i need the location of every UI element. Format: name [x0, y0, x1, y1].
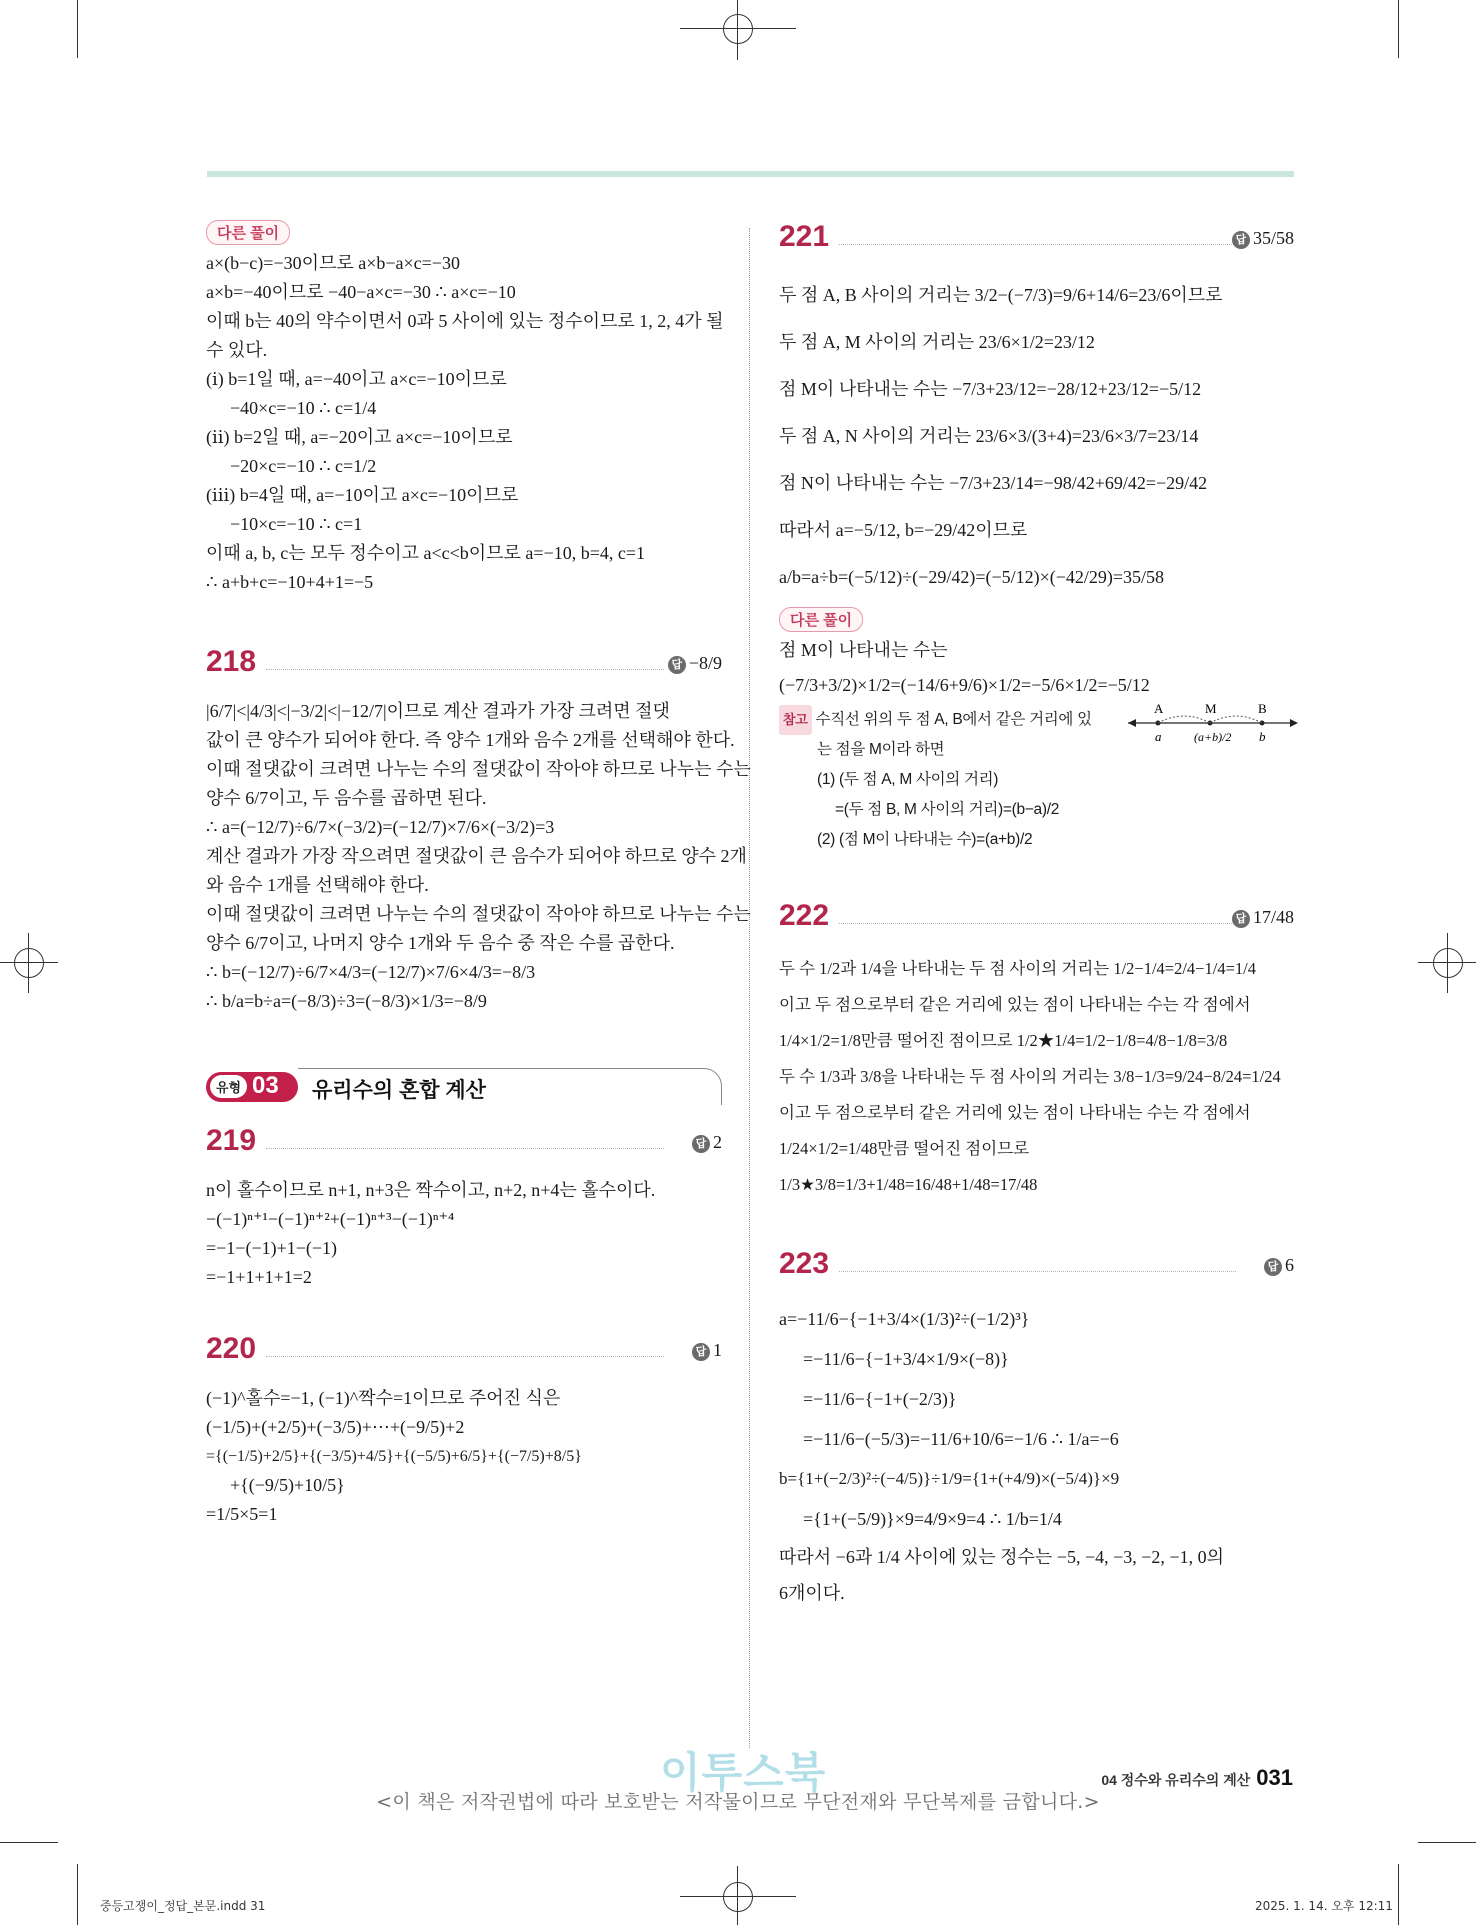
solution-line: 이때 절댓값이 크려면 나누는 수의 절댓값이 작아야 하므로 나누는 수는: [206, 759, 751, 779]
solution-line: 값이 큰 양수가 되어야 한다. 즉 양수 1개와 음수 2개를 선택해야 한다.: [206, 730, 735, 750]
solution-line: 이때 b는 40의 약수이면서 0과 5 사이에 있는 정수이므로 1, 2, 4가 될: [206, 311, 724, 331]
registration-circle: [1433, 948, 1463, 978]
problem-number: 222: [779, 899, 830, 932]
solution-line: (−1)^홀수=−1, (−1)^짝수=1이므로 주어진 식은: [206, 1388, 561, 1408]
solution-line: −10×c=−10 ∴ c=1: [230, 514, 363, 534]
solution-line: ∴ a+b+c=−10+4+1=−5: [206, 572, 374, 592]
solution-line: ={1+(−5/9)}×9=4/9×9=4 ∴ 1/b=1/4: [803, 1509, 1062, 1529]
solution-line: 점 N이 나타내는 수는 −7/3+23/14=−98/42+69/42=−29/42: [779, 473, 1208, 493]
solution-line: 1/3★3/8=1/3+1/48=16/48+1/48=17/48: [779, 1175, 1038, 1194]
solution-line: +{(−9/5)+10/5}: [230, 1475, 345, 1495]
solution-219: [206, 1176, 722, 1292]
solution-line: 양수 6/7이고, 나머지 양수 1개와 두 음수 중 작은 수를 곱한다.: [206, 933, 675, 953]
solution-220: [206, 1384, 722, 1529]
problem-number: 218: [206, 645, 257, 678]
solution-line: ={(−1/5)+2/5}+{(−3/5)+4/5}+{(−5/5)+6/5}+{(−7/5)+8/5}: [206, 1448, 582, 1465]
solution-line: =−11/6−{−1+(−2/3)}: [803, 1389, 957, 1409]
solution-line: (−1/5)+(+2/5)+(−3/5)+⋯+(−9/5)+2: [206, 1417, 465, 1437]
label-M: M: [1205, 701, 1217, 716]
registration-circle: [14, 948, 44, 978]
problem-header-220: [206, 1332, 722, 1376]
solution-line: ∴ b/a=b÷a=(−8/3)÷3=(−8/3)×1/3=−8/9: [206, 991, 487, 1011]
date-slug: 2025. 1. 14. 오후 12:11: [1255, 1899, 1393, 1913]
dotted-leader: [266, 669, 664, 670]
other-solution-221: [779, 636, 1294, 705]
answer: [1232, 228, 1294, 249]
note-line: 수직선 위의 두 점 A, B에서 같은 거리에 있: [815, 711, 1092, 728]
solution-line: 따라서 −6과 1/4 사이에 있는 정수는 −5, −4, −3, −2, −1, 0의: [779, 1547, 1224, 1567]
solution-line: n이 홀수이므로 n+1, n+3은 짝수이고, n+2, n+4는 홀수이다.: [206, 1180, 656, 1200]
problem-header-219: [206, 1124, 722, 1168]
dotted-leader: [839, 244, 1236, 245]
crop-mark: [77, 1864, 78, 1925]
solution-line: 점 M이 나타내는 수는: [779, 640, 948, 660]
solution-line: =−11/6−{−1+3/4×1/9×(−8)}: [803, 1349, 1009, 1369]
solution-line: −40×c=−10 ∴ c=1/4: [230, 398, 377, 418]
solution-line: 1/24×1/2=1/48만큼 떨어진 점이므로: [779, 1139, 1030, 1158]
type-title: 유리수의 혼합 계산: [312, 1079, 486, 1102]
answer: [1232, 907, 1294, 928]
answer-icon: 답: [1232, 910, 1250, 928]
label-A: A: [1154, 701, 1164, 716]
crop-mark: [77, 0, 78, 58]
solution-line: 이고 두 점으로부터 같은 거리에 있는 점이 나타내는 수는 각 점에서: [779, 1103, 1251, 1122]
solution-line: 두 수 1/2과 1/4을 나타내는 두 점 사이의 거리는 1/2−1/4=2/4−1/4=1/4: [779, 959, 1256, 978]
solution-line: (ⅲ) b=4일 때, a=−10이고 a×c=−10이므로: [206, 485, 519, 505]
solution-line: ∴ a=(−12/7)÷6/7×(−3/2)=(−12/7)×7/6×(−3/2)=3: [206, 817, 555, 837]
answer-value: 6: [1285, 1255, 1294, 1275]
crop-mark: [1418, 1842, 1476, 1843]
right-column: [779, 220, 1294, 1611]
type-number: 03: [252, 1072, 279, 1099]
type-header: [206, 1068, 722, 1106]
answer-icon: 답: [692, 1343, 710, 1361]
answer-icon: 답: [668, 656, 686, 674]
arrow-left-icon: [1128, 719, 1136, 727]
number-line-diagram: [1128, 701, 1298, 761]
dotted-leader: [266, 1148, 664, 1149]
solution-line: =−11/6−(−5/3)=−11/6+10/6=−1/6 ∴ 1/a=−6: [803, 1429, 1119, 1449]
problem-number: 221: [779, 220, 830, 253]
answer-value: 1: [713, 1340, 722, 1360]
solution-line: (ⅰ) b=1일 때, a=−40이고 a×c=−10이므로: [206, 369, 507, 389]
solution-line: 두 점 A, B 사이의 거리는 3/2−(−7/3)=9/6+14/6=23/6이므로: [779, 285, 1223, 305]
registration-circle: [723, 1882, 753, 1912]
answer: [692, 1340, 722, 1361]
solution-line: a/b=a÷b=(−5/12)÷(−29/42)=(−5/12)×(−42/29)=35/58: [779, 567, 1165, 587]
label-midpoint: (a+b)/2: [1194, 730, 1232, 744]
solution-218: [206, 697, 751, 1016]
solution-223: [779, 1299, 1294, 1611]
problem-header-218: [206, 645, 722, 689]
solution-line: 수 있다.: [206, 340, 268, 360]
answer-value: 35/58: [1252, 228, 1294, 248]
header-bar: [207, 171, 1294, 177]
solution-line: −(−1)ⁿ⁺¹−(−1)ⁿ⁺²+(−1)ⁿ⁺³−(−1)ⁿ⁺⁴: [206, 1209, 455, 1229]
answer: [692, 1132, 722, 1153]
note-line: (1) (두 점 A, M 사이의 거리): [817, 771, 999, 788]
copyright-notice: <이 책은 저작권법에 따라 보호받는 저작물이므로 무단전재와 무단복제를 금합니다.>: [376, 1791, 1100, 1813]
solution-line: a×(b−c)=−30이므로 a×b−a×c=−30: [206, 253, 460, 273]
solution-line: a×b=−40이므로 −40−a×c=−30 ∴ a×c=−10: [206, 282, 516, 302]
solution-line: 와 음수 1개를 선택해야 한다.: [206, 875, 429, 895]
answer: [668, 653, 722, 674]
dotted-leader: [839, 923, 1236, 924]
solution-line: 이고 두 점으로부터 같은 거리에 있는 점이 나타내는 수는 각 점에서: [779, 995, 1251, 1014]
reference-note: [779, 701, 1294, 855]
arrow-right-icon: [1290, 719, 1298, 727]
problem-number: 223: [779, 1247, 830, 1280]
other-solution: [206, 249, 722, 597]
solution-line: ∴ b=(−12/7)÷6/7×4/3=(−12/7)×7/6×4/3=−8/3: [206, 962, 536, 982]
solution-221: [779, 272, 1294, 601]
page-number: 031: [1256, 1765, 1293, 1790]
dotted-leader: [266, 1356, 664, 1357]
solution-line: 계산 결과가 가장 작으려면 절댓값이 큰 음수가 되어야 하므로 양수 2개: [206, 846, 747, 866]
label-B: B: [1258, 701, 1267, 716]
solution-line: 이때 a, b, c는 모두 정수이고 a<c<b이므로 a=−10, b=4, c=1: [206, 543, 645, 563]
type-label: 유형: [210, 1075, 247, 1098]
solution-line: (−7/3+3/2)×1/2=(−14/6+9/6)×1/2=−5/6×1/2=−5/12: [779, 675, 1150, 695]
answer-value: 17/48: [1252, 907, 1294, 927]
label-b: b: [1259, 729, 1266, 744]
registration-circle: [723, 14, 753, 44]
solution-line: 이때 절댓값이 크려면 나누는 수의 절댓값이 작아야 하므로 나누는 수는: [206, 904, 751, 924]
column-divider: [749, 228, 750, 1748]
answer-value: −8/9: [688, 653, 722, 673]
note-line: 는 점을 M이라 하면: [817, 741, 945, 758]
solution-line: |6/7|<|4/3|<|−3/2|<|−12/7|이므로 계산 결과가 가장 크려면 절댓: [206, 701, 670, 721]
crop-mark: [1398, 1864, 1399, 1925]
point-b: [1260, 721, 1265, 726]
file-slug: 중등고쟁이_정답_본문.indd 31: [100, 1899, 266, 1913]
problem-number: 219: [206, 1124, 257, 1157]
crop-mark: [0, 1842, 58, 1843]
solution-222: [779, 951, 1294, 1203]
answer-icon: 답: [1264, 1258, 1282, 1276]
left-column: [206, 220, 751, 1529]
answer-icon: 답: [1232, 231, 1250, 249]
note-line: (2) (점 M이 나타내는 수)=(a+b)/2: [817, 831, 1033, 848]
solution-line: =−1+1+1+1=2: [206, 1267, 312, 1287]
label-a: a: [1155, 729, 1162, 744]
watermark-logo: 이투스북: [660, 1748, 827, 1797]
solution-line: 양수 6/7이고, 두 음수를 곱하면 된다.: [206, 788, 487, 808]
solution-line: 따라서 a=−5/12, b=−29/42이므로: [779, 520, 1028, 540]
solution-line: 두 수 1/3과 3/8을 나타내는 두 점 사이의 거리는 3/8−1/3=9/24−8/24=1/24: [779, 1067, 1281, 1086]
solution-line: −20×c=−10 ∴ c=1/2: [230, 456, 377, 476]
solution-line: 두 점 A, N 사이의 거리는 23/6×3/(3+4)=23/6×3/7=23/14: [779, 426, 1199, 446]
problem-header-221: [779, 220, 1294, 264]
chapter-label: 04 정수와 유리수의 계산: [1101, 1772, 1251, 1788]
other-solution-badge: 다른 풀이: [206, 220, 290, 245]
answer: [1264, 1255, 1294, 1276]
solution-line: a=−11/6−{−1+3/4×(1/3)²÷(−1/2)³}: [779, 1309, 1030, 1329]
reference-badge: 참고: [779, 705, 812, 735]
other-solution-badge: 다른 풀이: [779, 607, 863, 632]
answer-icon: 답: [692, 1135, 710, 1153]
problem-number: 220: [206, 1332, 257, 1365]
solution-line: 6개이다.: [779, 1583, 845, 1603]
crop-mark: [1398, 0, 1399, 58]
solution-line: =−1−(−1)+1−(−1): [206, 1238, 338, 1258]
solution-line: 두 점 A, M 사이의 거리는 23/6×1/2=23/12: [779, 332, 1095, 352]
solution-line: 1/4×1/2=1/8만큼 떨어진 점이므로 1/2★1/4=1/2−1/8=4/8−1/8=3/8: [779, 1031, 1228, 1050]
dotted-leader: [839, 1271, 1236, 1272]
note-line: =(두 점 B, M 사이의 거리)=(b−a)/2: [835, 801, 1060, 818]
solution-line: 점 M이 나타내는 수는 −7/3+23/12=−28/12+23/12=−5/12: [779, 379, 1202, 399]
solution-line: b={1+(−2/3)²÷(−4/5)}÷1/9={1+(+4/9)×(−5/4)}×9: [779, 1469, 1120, 1488]
problem-header-223: [779, 1247, 1294, 1291]
problem-header-222: [779, 899, 1294, 943]
answer-value: 2: [713, 1132, 722, 1152]
solution-line: (ⅱ) b=2일 때, a=−20이고 a×c=−10이므로: [206, 427, 513, 447]
solution-line: =1/5×5=1: [206, 1504, 278, 1524]
